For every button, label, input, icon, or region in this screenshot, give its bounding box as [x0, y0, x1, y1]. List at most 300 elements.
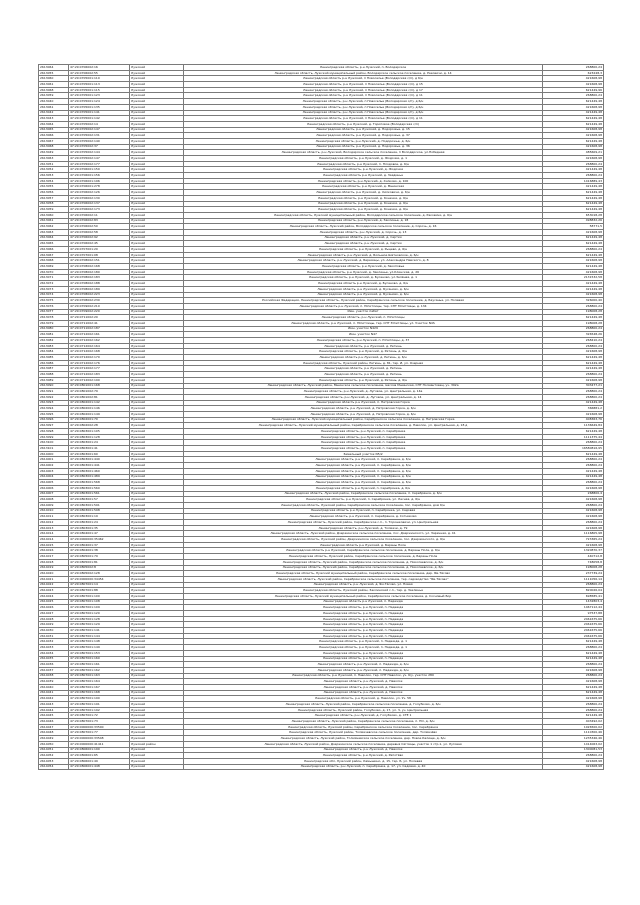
cell-address: Ленинградская область, Лужский район, Дзержинское сельское поселение, пос. Дзержинского, ул. Заречная, д. 41	[184, 531, 543, 537]
cell-address: Ленинградская область, р-н Лужский, д. Петровская Горка, д. 6/н	[184, 406, 543, 412]
cell-record-number: 2613068	[39, 258, 69, 264]
cell-record-number: 2613084	[39, 349, 69, 355]
cell-address: Ленинградская область, р-н Лужский, д. Закоповье	[184, 264, 543, 270]
cell-record-number: 2613068	[39, 144, 69, 150]
cell-address: Ленинградская область р-н Лужский, д. Бараны Поле	[184, 542, 543, 548]
cell-cadastral-number: 47:29:0807001:88	[69, 588, 130, 594]
cell-cadastral-value: 421608,98	[543, 292, 604, 298]
cell-record-number: 2614000	[39, 451, 69, 457]
cell-cadastral-value: 326548,26	[543, 332, 604, 338]
cell-cadastral-value: 268800,24	[543, 173, 604, 179]
cell-district: Лужский	[130, 429, 184, 435]
cell-district: Лужский	[130, 315, 184, 321]
cell-record-number: 2614036	[39, 662, 69, 668]
cell-record-number: 2613070	[39, 269, 69, 275]
cell-record-number: 2614020	[39, 571, 69, 577]
cell-record-number: 2613074	[39, 292, 69, 298]
cell-cadastral-number: 47:29:0803001:591	[69, 502, 130, 508]
cell-address: Ленинградская область, р-н Лужский, п Новоселье (Володарская с/п), д 6/н	[184, 110, 543, 116]
cell-record-number: 2613049	[39, 150, 69, 156]
cell-cadastral-value: 421608,98	[543, 542, 604, 548]
cell-district: Лужский	[130, 667, 184, 673]
cell-record-number: 2614017	[39, 554, 69, 560]
cell-cadastral-value: 268800,24	[543, 662, 604, 668]
cell-district: Лужский	[130, 520, 184, 526]
cell-cadastral-number: 47:29:0712002:176	[69, 360, 130, 366]
cell-address: Ленинградская область, Лужский район, Мшинское сельское поселение, массив Мшинская, СНТ Полиантовец, уч. 392а	[184, 383, 543, 389]
cell-record-number: 2614032	[39, 639, 69, 645]
cell-cadastral-number: 47:29:0807001:149	[69, 645, 130, 651]
cell-cadastral-number: 47:29:0807001:153	[69, 650, 130, 656]
cell-district: Лужский	[130, 656, 184, 662]
cell-address: Ленинградская область, р-н Лужский, п. Надежда	[184, 633, 543, 639]
cell-cadastral-value: 198008,28	[543, 565, 604, 571]
cell-cadastral-number: 47:29:0705001:115	[69, 87, 130, 93]
cell-address: Ленинградская область, р-н Лужский, д. Луговое, ул. Центральная, д. 14	[184, 394, 543, 400]
cell-address: Ленинградская область, р-н Лужский, д. Сертки	[184, 235, 543, 241]
cell-cadastral-value: 621449,48	[543, 684, 604, 690]
cell-record-number: 2613056	[39, 190, 69, 196]
cell-record-number: 2614009	[39, 502, 69, 508]
cell-cadastral-number: 47:29:0804001:37	[69, 542, 130, 548]
cell-district: Лужский	[130, 423, 184, 429]
cell-cadastral-number: 47:29:0803001:57	[69, 497, 130, 503]
cell-address: Ленинградская область, р-н Лужский, д. Заклинье, д. 18	[184, 218, 543, 224]
cell-cadastral-number: 47:29:0706002:137	[69, 201, 130, 207]
cell-record-number: 2614014	[39, 531, 69, 537]
cell-address: Ленинградская область, р-н Лужский, д. Бусаново, д. 6/н	[184, 286, 543, 292]
cell-cadastral-number: 47:29:0807001:14	[69, 582, 130, 588]
cell-cadastral-value: 421608,98	[543, 104, 604, 110]
cell-cadastral-number: 47:29:0807001:120	[69, 611, 130, 617]
cell-district: Лужский	[130, 167, 184, 173]
cell-cadastral-number: 47:29:0712002:161	[69, 332, 130, 338]
cell-cadastral-value: 408363,76	[543, 417, 604, 423]
cell-cadastral-value: 621449,48	[543, 207, 604, 213]
cell-district: Лужский	[130, 753, 184, 759]
cell-district: Лужский	[130, 383, 184, 389]
cell-address: Ленинградская область, р-н Лужский, п Новоселье (Володарская с/п), д 11	[184, 93, 543, 99]
cell-address: Имн. участок N429	[184, 326, 543, 332]
cell-address: Ленинградская область, Лужский муниципальный район, Серебрянское сельское поселение, дер. Ям-Тёсово	[184, 571, 543, 577]
cell-address: Ленинградская область, р-н Лужский, д. Жодочки, д. 1	[184, 156, 543, 162]
table-row	[39, 764, 604, 770]
cell-cadastral-number: 47:29:0706001:150	[69, 167, 130, 173]
cell-cadastral-number: 47:29:0711002:187	[69, 326, 130, 332]
cell-record-number: 2614035	[39, 656, 69, 662]
cell-record-number: 2614050	[39, 741, 69, 747]
cell-cadastral-number: 47:29:0803001:105	[69, 429, 130, 435]
cell-record-number: 2613091	[39, 389, 69, 395]
cell-address: Ленинградская область, р-н Лужский, п. Юпитлицы, тер. СНТ Юпитлицы, ул. Участок N4S	[184, 320, 543, 326]
cell-cadastral-number: 47:29:0706002:11	[69, 212, 130, 218]
cell-address: Ленинградская область, Лужский район, Серебрянское сельское поселение, д. Голубково, д. 6/н	[184, 702, 543, 708]
cell-cadastral-number: 47:29:0807001:164	[69, 679, 130, 685]
cell-cadastral-number: 47:29:0806001:49	[69, 758, 130, 764]
cell-address: Ленинградская область, р-н Лужский, д. Наволок	[184, 747, 543, 753]
cell-address: Ленинградская область, р-н Лужский, п. Надежда, д. 6/н	[184, 662, 543, 668]
cell-record-number: 2613098	[39, 429, 69, 435]
cell-cadastral-number: 47:29:0803001:489	[69, 474, 130, 480]
cell-district: Лужский	[130, 542, 184, 548]
cell-address: Ленинградская область, р-н Лужский, п Новоселье (Володарская с/п), д 6/н	[184, 99, 543, 105]
cell-cadastral-value: 621449,48	[543, 235, 604, 241]
cell-cadastral-value: 820026,04	[543, 588, 604, 594]
cell-district: Лужский	[130, 446, 184, 452]
cell-cadastral-number: 47:29:0705001:113	[69, 82, 130, 88]
cell-record-number: 2614027	[39, 611, 69, 617]
cell-cadastral-value: 1136649,84	[543, 423, 604, 429]
cell-district: Лужский	[130, 264, 184, 270]
cell-cadastral-number: 47:29:0803001:41	[69, 446, 130, 452]
cell-address: Ленинградская область, р-н Лужский, п. Юпитлицы, д. 37	[184, 338, 543, 344]
cell-cadastral-value: 1110300,46	[543, 730, 604, 736]
cell-cadastral-number: 47:29:0802001:149	[69, 411, 130, 417]
cell-address: Ленинградская область, р-н Лужский, д. Рыцево, д. 6/н	[184, 247, 543, 253]
cell-district: Лужский район	[130, 741, 184, 747]
cell-record-number: 2614034	[39, 650, 69, 656]
cell-district: Лужский	[130, 349, 184, 355]
cell-cadastral-number: 47:29:0000000:33548	[69, 736, 130, 742]
cell-district: Лужский	[130, 531, 184, 537]
cell-cadastral-number: 47:29:0805001:79	[69, 554, 130, 560]
cell-cadastral-value: 268800,24	[543, 93, 604, 99]
cell-cadastral-number: 47:29:0807001:167	[69, 684, 130, 690]
cell-cadastral-value: 421449,48	[543, 286, 604, 292]
cell-cadastral-value: 421608,98	[543, 377, 604, 383]
cell-cadastral-value: 621449,48	[543, 650, 604, 656]
cell-cadastral-value: 1414063,02	[543, 741, 604, 747]
cell-record-number: 2613063	[39, 156, 69, 162]
cell-cadastral-number: 47:29:0807001:129	[69, 622, 130, 628]
cell-district: Лужский	[130, 258, 184, 264]
cell-address: Ленинградская область, Лужский район, Толмачевское сельское поселение, дер. Толмачёво	[184, 730, 543, 736]
cell-cadastral-value: 403492,02	[543, 719, 604, 725]
cell-district: Лужский	[130, 252, 184, 258]
cell-address: Ленинградская область, р-н Лужский, д. Конечки, д. 6/н	[184, 201, 543, 207]
cell-record-number: 2613061	[39, 82, 69, 88]
cell-cadastral-value: 1235346,46	[543, 736, 604, 742]
cell-district: Лужский	[130, 457, 184, 463]
cell-record-number: 2614042	[39, 696, 69, 702]
cell-address: Ленинградская область р-н Лужский, п. Надежда	[184, 599, 543, 605]
cell-cadastral-number: 47:29:0707001:08	[69, 252, 130, 258]
cell-address: Ленинградская область, р-н Лужский, Володарское сельское поселение, п Володарское, ул.Победная	[184, 150, 543, 156]
cell-cadastral-value: 268800,24	[543, 673, 604, 679]
cell-record-number: 2614016	[39, 548, 69, 554]
cell-record-number: 2613067	[39, 138, 69, 144]
cell-record-number: 2613061	[39, 218, 69, 224]
cell-cadastral-value: 1111056,14	[543, 576, 604, 582]
cell-cadastral-number: 47:29:0712002:183	[69, 372, 130, 378]
cell-record-number: 2614005	[39, 480, 69, 486]
cell-record-number: 2613060	[39, 212, 69, 218]
cell-record-number: 2614031	[39, 633, 69, 639]
cell-district: Лужский	[130, 537, 184, 543]
cell-address: Ленинградская область, р-н Лужский, п. Серебрянка, ул. Лесная, д. 6/н	[184, 497, 543, 503]
cell-cadastral-value: 421449,48	[543, 366, 604, 372]
cell-district: Лужский	[130, 554, 184, 560]
cell-record-number: 2613092	[39, 394, 69, 400]
cell-record-number: 2614025	[39, 599, 69, 605]
cell-address: Ленинградская область, р-н Лужский, п. Надежда	[184, 628, 543, 634]
cell-district: Лужский	[130, 104, 184, 110]
cell-record-number: 2613080	[39, 326, 69, 332]
cell-record-number: 2613066	[39, 133, 69, 139]
cell-record-number: 2613051	[39, 161, 69, 167]
cell-cadastral-number: 47:29:0803001:441	[69, 463, 130, 469]
cell-district: Лужский	[130, 491, 184, 497]
cell-address: Ленинградская область, Лужский муниципальный район, Серебрянское сельское поселение, д. Сосновый Бор	[184, 593, 543, 599]
cell-district: Лужский	[130, 247, 184, 253]
cell-cadastral-value: 2131532,58	[543, 275, 604, 281]
cell-district: Лужский	[130, 451, 184, 457]
cell-cadastral-number: 47:29:0807001:144	[69, 633, 130, 639]
cell-cadastral-number: 47:29:0803001:598	[69, 508, 130, 514]
cell-cadastral-number: 47:29:0807001:128	[69, 616, 130, 622]
cell-cadastral-value: 268800,24	[543, 520, 604, 526]
cell-cadastral-value: 268800,24	[543, 463, 604, 469]
cell-record-number: 2613065	[39, 241, 69, 247]
cell-cadastral-number: 47:29:0804001:38	[69, 548, 130, 554]
cell-cadastral-number: 47:29:0705001:142	[69, 116, 130, 122]
cell-district: Лужский	[130, 639, 184, 645]
cell-address: Ленинградская область, р-н Лужский, д. Наволок	[184, 684, 543, 690]
cell-record-number: 2613082	[39, 338, 69, 344]
cell-cadastral-number: 47:29:0000000:33500	[69, 724, 130, 730]
cell-cadastral-number: 47:29:0807001:191	[69, 702, 130, 708]
cell-district: Лужский	[130, 628, 184, 634]
cell-address: Ленинградская область, Лужский район, Заклинский с.п., тер. д. Заклинье	[184, 588, 543, 594]
cell-district: Лужский	[130, 599, 184, 605]
cell-cadastral-value: 421449,48	[543, 110, 604, 116]
cell-record-number: 2614037	[39, 667, 69, 673]
cell-district: Лужский	[130, 303, 184, 309]
cell-record-number: 2614051	[39, 747, 69, 753]
cell-address: Ленинградская область р-н Лужский, д. Ретюнь, д. 6/н	[184, 355, 543, 361]
cell-cadastral-number: 47:29:0803001:24	[69, 520, 130, 526]
cell-address: Ленинградская область, Лужский район, Серебрянское сельское поселение, д. Николаевское, д. 6/н	[184, 559, 543, 565]
cell-cadastral-number: 47:29:0807001:162	[69, 667, 130, 673]
cell-cadastral-value: 97537,88	[543, 611, 604, 617]
cell-cadastral-value: 421608,98	[543, 696, 604, 702]
cell-cadastral-value: 621449,48	[543, 195, 604, 201]
cell-cadastral-number: 47:29:0803001:19	[69, 514, 130, 520]
cell-address: Ленинградская область, р-н Лужский, д. Ретюнь	[184, 366, 543, 372]
cell-district: Лужский	[130, 696, 184, 702]
cell-cadastral-number: 47:29:0708002:180	[69, 269, 130, 275]
cell-record-number: 2613061	[39, 104, 69, 110]
cell-address: Ленинградская область, Лужский район, Володарское сельское поселение, д. Сорочь, д. 16	[184, 224, 543, 230]
cell-cadastral-value: 2461675,66	[543, 622, 604, 628]
cell-cadastral-number: 47:29:0807001:109	[69, 605, 130, 611]
cell-address: Ленинградская область, р-н Лужский, п. Надежда	[184, 622, 543, 628]
cell-cadastral-value: 621449,48	[543, 639, 604, 645]
cell-cadastral-value: 421608,98	[543, 144, 604, 150]
cell-address: Ленинградская область, Лужский муниципальный район, Володарское сельское поселение, д. Раковичи, д. 6/н	[184, 212, 543, 218]
cell-address: Ленинградская область р-н Лужский, п. Петровская Горка	[184, 400, 543, 406]
cell-cadastral-number: 47:29:0712002:177	[69, 366, 130, 372]
cell-district: Лужский	[130, 87, 184, 93]
cell-record-number: 2613057	[39, 195, 69, 201]
cell-district: Лужский	[130, 224, 184, 230]
cell-district: Лужский	[130, 611, 184, 617]
cell-address: Ленинградская область, р-н Лужский, п. Юпитлицы	[184, 315, 543, 321]
cell-address: Ленинградская область, р-н Лужский, д. Подорожье, д. 15	[184, 127, 543, 133]
cell-cadastral-value: 621449,48	[543, 451, 604, 457]
cell-address: Ленинградская область, Лужский район, Толмачевское сельское поселение, дер. Новое Калище, д. 6/н	[184, 736, 543, 742]
cell-address: Ленинградская область, р-н Лужский, д. Сертки	[184, 241, 543, 247]
cell-cadastral-number: 47:29:0706002:50	[69, 224, 130, 230]
cell-record-number: 2614004	[39, 474, 69, 480]
cell-cadastral-value: 621449,48	[543, 429, 604, 435]
cell-address: Ленинградская область, Лужский район, Дзержинское сельское поселение, пос. Дзержинского, д. 6/н	[184, 537, 543, 543]
cell-cadastral-value: 268800,24	[543, 582, 604, 588]
cell-district: Лужский	[130, 218, 184, 224]
cell-district: Лужский	[130, 730, 184, 736]
cell-address: Ленинградская область, р-н Лужский, п. Серебрянка, д. 6/н	[184, 457, 543, 463]
cell-cadastral-number: 47:29:0000000:41411	[69, 741, 130, 747]
cell-address: Ленинградская область, р-н Лужский, п Новоселье (Володарская с/п), д 17	[184, 87, 543, 93]
cell-cadastral-value: 421608,98	[543, 514, 604, 520]
cell-district: Лужский	[130, 178, 184, 184]
cell-record-number: 2614048	[39, 730, 69, 736]
cell-record-number: 2614043	[39, 702, 69, 708]
cell-address: Ленинградская область, Лужский муниципальный район, Володарское сельское поселение, д. Раковичи, д. 14	[184, 70, 543, 76]
cell-district: Лужский	[130, 173, 184, 179]
cell-district: Лужский	[130, 121, 184, 127]
cell-district: Лужский	[130, 281, 184, 287]
cell-cadastral-number: 47:29:0803001:460	[69, 468, 130, 474]
cell-district: Лужский	[130, 593, 184, 599]
cell-cadastral-value: 621449,48	[543, 99, 604, 105]
cell-cadastral-number: 47:29:0708002:168	[69, 264, 130, 270]
cell-cadastral-value: 2461675,66	[543, 616, 604, 622]
cell-district: Лужский	[130, 127, 184, 133]
cell-record-number: 2614052	[39, 753, 69, 759]
cell-address: Ленинградская область, Лужский район, Дзержинское сельское поселение, деревня Сяглицы, участок 1 стр.1, ул. Луговая	[184, 741, 543, 747]
cell-cadastral-value: 1467112,44	[543, 605, 604, 611]
cell-cadastral-value: 653018,28	[543, 212, 604, 218]
cell-cadastral-number: 47:29:0708002:183	[69, 275, 130, 281]
cell-district: Лужский	[130, 99, 184, 105]
cell-cadastral-value: 698585,41	[543, 593, 604, 599]
cell-district: Лужский	[130, 576, 184, 582]
cell-cadastral-number: 47:29:0708002:188	[69, 281, 130, 287]
cell-record-number: 2614012	[39, 520, 69, 526]
cell-district: Лужский	[130, 565, 184, 571]
cell-cadastral-number: 47:29:0706002:83	[69, 218, 130, 224]
cell-cadastral-number: 47:29:0000000:34454	[69, 576, 130, 582]
cell-district: Лужский	[130, 679, 184, 685]
cell-record-number: 2613097	[39, 423, 69, 429]
cell-cadastral-number: 47:29:0705001:123	[69, 93, 130, 99]
cell-address: Ленинградская область, Лужский муниципальный район, Серебрянское сельское поселение, д. Петровская Горка	[184, 417, 543, 423]
cell-district: Лужский	[130, 150, 184, 156]
cell-district: Лужский	[130, 525, 184, 531]
cell-address: Ленинградская область, р-н Лужский, п. Надежда	[184, 616, 543, 622]
cell-cadastral-value: 623248,3	[543, 70, 604, 76]
cell-cadastral-number: 47:29:0803001:60	[69, 451, 130, 457]
cell-record-number: 2613071	[39, 275, 69, 281]
cell-cadastral-value: 268800,24	[543, 65, 604, 71]
cell-district: Лужский	[130, 144, 184, 150]
cell-address: Ленинградская область, Лужский муниципальный район, Серебрянское сельское поселение, д. Наволок, ул. Центральная, д. 18 д	[184, 423, 543, 429]
cell-district: Лужский	[130, 588, 184, 594]
cell-address: Ленинградская область р-н Лужский, д. Бусаново, д. 6/н	[184, 281, 543, 287]
cell-address: Ленинградская область, Лужский район, Серебрянское сельское поселение, д. Николаевское, д. 6/н	[184, 565, 543, 571]
cell-record-number: 2613040	[39, 99, 69, 105]
cell-cadastral-number: 47:29:0706002:92	[69, 235, 130, 241]
cell-cadastral-value: 621449,96	[543, 87, 604, 93]
cell-cadastral-value: 621449,48	[543, 315, 604, 321]
cell-district: Лужский	[130, 406, 184, 412]
cell-cadastral-number: 47:29:0707001:20	[69, 247, 130, 253]
cell-record-number: 2613060	[39, 76, 69, 82]
cell-district: Лужский	[130, 724, 184, 730]
cell-address: Ленинградская область, р-н Лужский, п. Серебрянка	[184, 434, 543, 440]
cell-cadastral-number: 47:29:0706002:55	[69, 70, 130, 76]
cell-cadastral-value: 1111375,44	[543, 434, 604, 440]
cell-record-number: 2614007	[39, 491, 69, 497]
cell-cadastral-number: 47:29:0712002:190	[69, 377, 130, 383]
cell-cadastral-number: 47:29:0801001:168	[69, 383, 130, 389]
cell-district: Лужский	[130, 622, 184, 628]
cell-record-number: 2613058	[39, 201, 69, 207]
cell-address: Ленинградская область, Лужский район, Голубково, д. 17, ул. Ч, уч. Центральная	[184, 707, 543, 713]
cell-record-number: 2614026	[39, 605, 69, 611]
cell-district: Лужский	[130, 548, 184, 554]
cell-address: Ленинградская область, р-н Лужский, д. Конечки, д. 6/н	[184, 207, 543, 213]
cell-address: Ленинградская область, р-н Лужский, д. Наволок, ул. Уч. 58	[184, 696, 543, 702]
cell-record-number: 2614024	[39, 593, 69, 599]
cell-address: Ленинградская область, р-н Лужский, п. Серебрянка	[184, 429, 543, 435]
cell-cadastral-number: 47:29:0705002:140	[69, 138, 130, 144]
cell-district: Лужский	[130, 434, 184, 440]
cell-record-number: 2614038	[39, 673, 69, 679]
cell-cadastral-value: 1026500,02	[543, 724, 604, 730]
cell-cadastral-number: 47:29:0807001:160	[69, 656, 130, 662]
cell-cadastral-value: 237739,24	[543, 571, 604, 577]
cell-district: Лужский	[130, 440, 184, 446]
cell-record-number: 2614011	[39, 514, 69, 520]
cell-cadastral-number: 47:29:0706002:130	[69, 195, 130, 201]
cell-district: Лужский	[130, 702, 184, 708]
cell-record-number: 2613079	[39, 320, 69, 326]
cell-cadastral-number: 47:29:0807001:108	[69, 599, 130, 605]
cell-cadastral-number: 47:29:0706002:58	[69, 229, 130, 235]
cell-record-number: 2614014	[39, 537, 69, 543]
cell-address: Ленинградская область, р-н Лужский, д. Бусаново, ул.Зелёная, д. 1	[184, 275, 543, 281]
cell-district: Лужский	[130, 559, 184, 565]
cell-district: Лужский	[130, 355, 184, 361]
cell-address: Ленинградская область, р-н Лужский, п. Надежда, д. 1	[184, 645, 543, 651]
cell-record-number: 2614046	[39, 719, 69, 725]
cell-address: Ленинградская область, р-н Лужский, д. Хилковичи, д. 6/н	[184, 190, 543, 196]
cell-district: Лужский	[130, 394, 184, 400]
cell-district: Лужский	[130, 377, 184, 383]
cell-district: Лужский	[130, 736, 184, 742]
cell-district: Лужский	[130, 332, 184, 338]
cell-cadastral-value: 2461675,66	[543, 633, 604, 639]
cell-cadastral-value: 1300081,53	[543, 747, 604, 753]
cell-district: Лужский	[130, 372, 184, 378]
cell-address: Ленинградская область, р-н Лужский, д. Жодочки	[184, 167, 543, 173]
cell-cadastral-value: 421608,98	[543, 764, 604, 770]
cell-cadastral-number: 47:29:0705001:124	[69, 99, 130, 105]
cell-address: Ленинградская область, р-н Лужский, п. Серебрянка, д. 6/н	[184, 474, 543, 480]
cell-district: Лужский	[130, 212, 184, 218]
